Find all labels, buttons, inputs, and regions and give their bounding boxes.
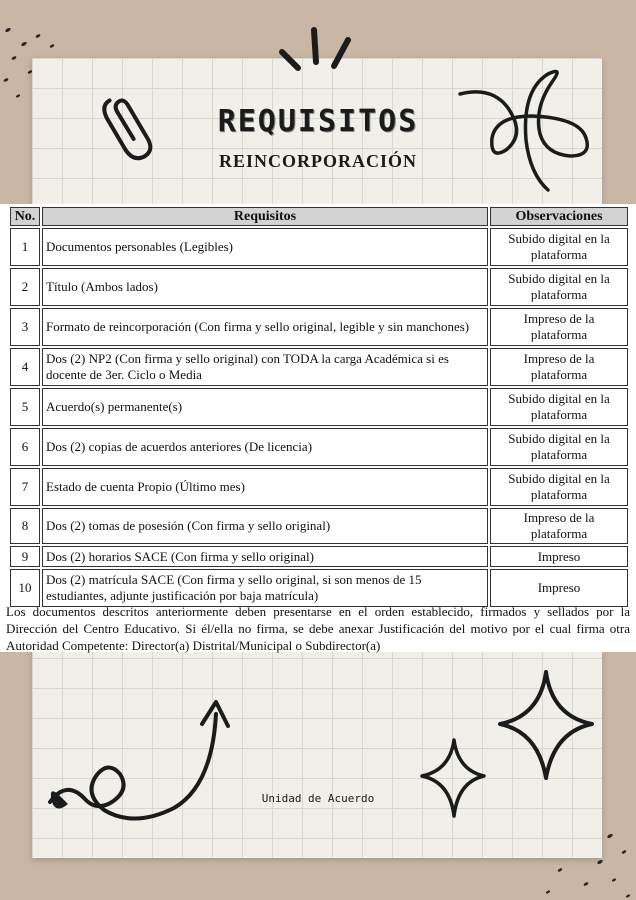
header-requirements: Requisitos (42, 207, 488, 226)
requirements-table (8, 205, 630, 609)
row-number: 6 (10, 428, 40, 466)
row-number: 10 (10, 569, 40, 607)
table-row (10, 428, 628, 466)
row-number: 9 (10, 546, 40, 567)
table-row (10, 508, 628, 544)
row-number: 1 (10, 228, 40, 266)
row-requirement: Documentos personables (Legibles) (42, 228, 488, 266)
row-requirement: Título (Ambos lados) (42, 268, 488, 306)
row-number: 8 (10, 508, 40, 544)
table-row (10, 546, 628, 567)
row-observation: Impreso (490, 569, 628, 607)
row-number: 2 (10, 268, 40, 306)
row-number: 5 (10, 388, 40, 426)
row-observation: Impreso de la plataforma (490, 348, 628, 386)
table-row (10, 388, 628, 426)
row-requirement: Formato de reincorporación (Con firma y sello original, legible y sin manchones) (42, 308, 488, 346)
table-row (10, 569, 628, 607)
row-requirement: Dos (2) copias de acuerdos anteriores (De licencia) (42, 428, 488, 466)
row-observation: Subido digital en la plataforma (490, 468, 628, 506)
table-row (10, 268, 628, 306)
row-requirement: Dos (2) NP2 (Con firma y sello original) con TODA la carga Académica si es docente de 3er. Ciclo o Media (42, 348, 488, 386)
row-requirement: Acuerdo(s) permanente(s) (42, 388, 488, 426)
row-number: 7 (10, 468, 40, 506)
row-observation: Subido digital en la plataforma (490, 228, 628, 266)
row-observation: Subido digital en la plataforma (490, 388, 628, 426)
table-row (10, 228, 628, 266)
row-requirement: Dos (2) tomas de posesión (Con firma y sello original) (42, 508, 488, 544)
row-observation: Impreso de la plataforma (490, 508, 628, 544)
page-title: REQUISITOS (217, 104, 419, 139)
row-requirement: Dos (2) matrícula SACE (Con firma y sello original, si son menos de 15 estudiantes, adjunte justificación por baja matrícula) (42, 569, 488, 607)
requirements-document (0, 204, 636, 652)
row-observation: Impreso (490, 546, 628, 567)
header-number: No. (10, 207, 40, 226)
table-header-row (10, 207, 628, 226)
table-row (10, 468, 628, 506)
row-observation: Subido digital en la plataforma (490, 268, 628, 306)
table-row (10, 348, 628, 386)
page-subtitle: REINCORPORACIÓN (218, 151, 417, 171)
signature-unit: Unidad de Acuerdo (261, 792, 375, 805)
row-number: 3 (10, 308, 40, 346)
row-observation: Impreso de la plataforma (490, 308, 628, 346)
row-observation: Subido digital en la plataforma (490, 428, 628, 466)
row-requirement: Estado de cuenta Propio (Último mes) (42, 468, 488, 506)
table-row (10, 308, 628, 346)
footnote-paragraph: Los documentos descritos anteriormente deben presentarse en el orden establecido, firmados y sellados por la Dirección del Centro Educativo. Si él/ella no firma, se debe anexar Justificación del motivo por el cual firma otra Autoridad Competente: Director(a) Distrital/Municipal o Subdirector(a) (6, 604, 630, 653)
row-number: 4 (10, 348, 40, 386)
header-observations: Observaciones (490, 207, 628, 226)
row-requirement: Dos (2) horarios SACE (Con firma y sello original) (42, 546, 488, 567)
